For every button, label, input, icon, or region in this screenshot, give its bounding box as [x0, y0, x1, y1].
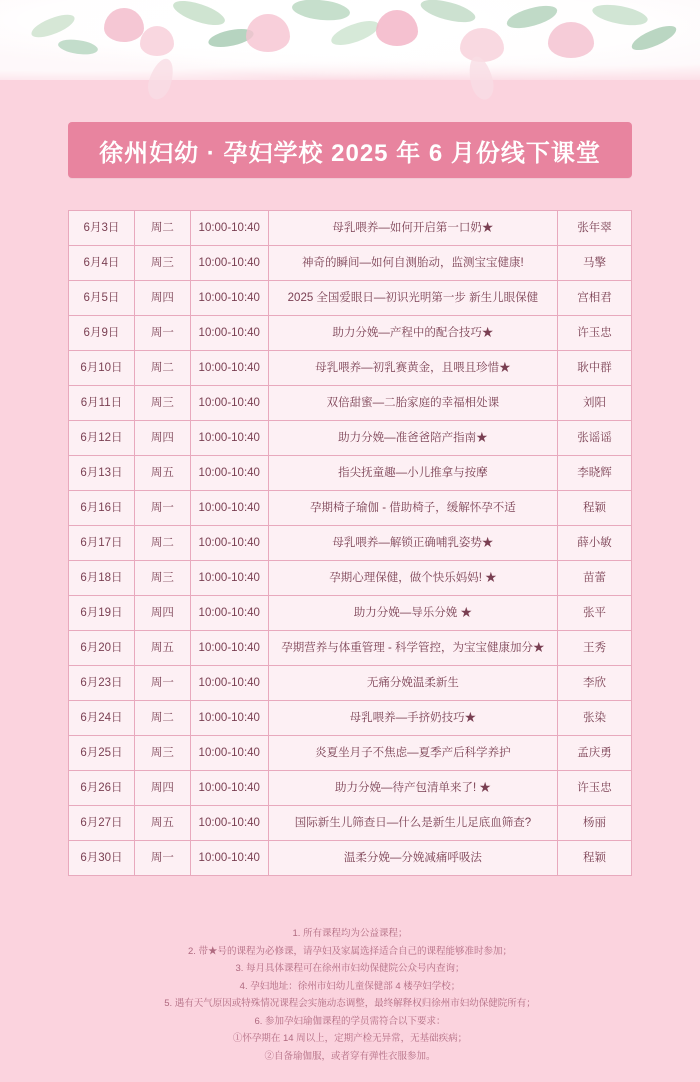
petal-icon: [460, 28, 504, 62]
cell-weekday: 周四: [134, 771, 190, 806]
cell-weekday: 周五: [134, 806, 190, 841]
cell-date: 6月11日: [69, 386, 135, 421]
table-row: [69, 771, 632, 806]
cell-teacher: 苗蕾: [558, 561, 632, 596]
table-row: [69, 666, 632, 701]
cell-topic: 温柔分娩—分娩减痛呼吸法: [268, 841, 557, 876]
table-row: [69, 316, 632, 351]
cell-time: 10:00-10:40: [190, 246, 268, 281]
page-title: 徐州妇幼 · 孕妇学校 2025 年 6 月份线下课堂: [99, 139, 601, 167]
cell-topic: 孕期心理保健，做个快乐妈妈! ★: [268, 561, 557, 596]
cell-weekday: 周三: [134, 246, 190, 281]
cell-weekday: 周二: [134, 526, 190, 561]
cell-teacher: 李晓辉: [558, 456, 632, 491]
cell-topic: 炎夏坐月子不焦虑—夏季产后科学养护: [268, 736, 557, 771]
cell-weekday: 周四: [134, 596, 190, 631]
table-row: [69, 491, 632, 526]
cell-time: 10:00-10:40: [190, 666, 268, 701]
cell-weekday: 周一: [134, 316, 190, 351]
petal-icon: [376, 10, 418, 46]
cell-teacher: 耿中群: [558, 351, 632, 386]
table-row: [69, 561, 632, 596]
cell-topic: 指尖抚童趣—小儿推拿与按摩: [268, 456, 557, 491]
table-row: [69, 631, 632, 666]
cell-teacher: 李欣: [558, 666, 632, 701]
cell-time: 10:00-10:40: [190, 281, 268, 316]
cell-date: 6月16日: [69, 491, 135, 526]
cell-date: 6月27日: [69, 806, 135, 841]
notes-section: [68, 925, 632, 1066]
table-row: [69, 456, 632, 491]
cell-topic: 助力分娩—准爸爸陪产指南★: [268, 421, 557, 456]
table-row: [69, 596, 632, 631]
cell-teacher: 王秀: [558, 631, 632, 666]
note-item: 2. 带★号的课程为必修课，请孕妇及家属选择适合自己的课程能够准时参加；: [187, 945, 513, 957]
cell-topic: 神奇的瞬间—如何自测胎动，监测宝宝健康!: [268, 246, 557, 281]
table-row: [69, 211, 632, 246]
petal-icon: [104, 8, 144, 42]
cell-date: 6月20日: [69, 631, 135, 666]
cell-weekday: 周三: [134, 561, 190, 596]
table-row: [69, 701, 632, 736]
cell-date: 6月26日: [69, 771, 135, 806]
cell-weekday: 周二: [134, 701, 190, 736]
cell-topic: 母乳喂养—解锁正确哺乳姿势★: [268, 526, 557, 561]
cell-teacher: 孟庆勇: [558, 736, 632, 771]
table-row: [69, 806, 632, 841]
cell-teacher: 许玉忠: [558, 316, 632, 351]
cell-date: 6月18日: [69, 561, 135, 596]
cell-weekday: 周三: [134, 736, 190, 771]
cell-topic: 2025 全国爱眼日—初识光明第一步 新生儿眼保健: [268, 281, 557, 316]
table-row: [69, 841, 632, 876]
cell-time: 10:00-10:40: [190, 211, 268, 246]
cell-topic: 双倍甜蜜—二胎家庭的幸福相处课: [268, 386, 557, 421]
cell-time: 10:00-10:40: [190, 736, 268, 771]
cell-topic: 孕期椅子瑜伽 - 借助椅子，缓解怀孕不适: [268, 491, 557, 526]
cell-weekday: 周五: [134, 456, 190, 491]
cell-teacher: 马擎: [558, 246, 632, 281]
cell-time: 10:00-10:40: [190, 596, 268, 631]
cell-teacher: 程颖: [558, 491, 632, 526]
cell-date: 6月19日: [69, 596, 135, 631]
table-row: [69, 246, 632, 281]
cell-teacher: 薛小敏: [558, 526, 632, 561]
cell-topic: 母乳喂养—初乳赛黄金，且喂且珍惜★: [268, 351, 557, 386]
cell-time: 10:00-10:40: [190, 526, 268, 561]
cell-time: 10:00-10:40: [190, 386, 268, 421]
cell-topic: 助力分娩—产程中的配合技巧★: [268, 316, 557, 351]
cell-teacher: 程颖: [558, 841, 632, 876]
cell-teacher: 张平: [558, 596, 632, 631]
cell-teacher: 张年翠: [558, 211, 632, 246]
cell-date: 6月5日: [69, 281, 135, 316]
schedule-table: [68, 210, 632, 876]
cell-weekday: 周五: [134, 631, 190, 666]
cell-teacher: 许玉忠: [558, 771, 632, 806]
cell-teacher: 宫相君: [558, 281, 632, 316]
cell-time: 10:00-10:40: [190, 631, 268, 666]
cell-date: 6月4日: [69, 246, 135, 281]
cell-time: 10:00-10:40: [190, 491, 268, 526]
table-row: [69, 351, 632, 386]
cell-time: 10:00-10:40: [190, 456, 268, 491]
cell-date: 6月24日: [69, 701, 135, 736]
cell-time: 10:00-10:40: [190, 806, 268, 841]
cell-time: 10:00-10:40: [190, 561, 268, 596]
table-row: [69, 281, 632, 316]
cell-date: 6月25日: [69, 736, 135, 771]
cell-weekday: 周一: [134, 841, 190, 876]
cell-weekday: 周一: [134, 666, 190, 701]
cell-time: 10:00-10:40: [190, 841, 268, 876]
table-row: [69, 526, 632, 561]
note-item: 3. 每月具体课程可在徐州市妇幼保健院公众号内查询；: [235, 963, 465, 975]
cell-topic: 母乳喂养—手挤奶技巧★: [268, 701, 557, 736]
cell-teacher: 刘阳: [558, 386, 632, 421]
note-item: 4. 孕妇地址：徐州市妇幼儿童保健部 4 楼孕妇学校；: [239, 980, 461, 992]
cell-date: 6月23日: [69, 666, 135, 701]
cell-topic: 助力分娩—导乐分娩 ★: [268, 596, 557, 631]
petal-icon: [548, 22, 594, 58]
cell-date: 6月10日: [69, 351, 135, 386]
cell-teacher: 张染: [558, 701, 632, 736]
cell-time: 10:00-10:40: [190, 701, 268, 736]
cell-weekday: 周三: [134, 386, 190, 421]
cell-teacher: 杨丽: [558, 806, 632, 841]
schedule-table-container: [68, 210, 632, 876]
page-title-banner: [68, 122, 632, 178]
cell-date: 6月3日: [69, 211, 135, 246]
cell-date: 6月12日: [69, 421, 135, 456]
cell-topic: 无痛分娩温柔新生: [268, 666, 557, 701]
cell-time: 10:00-10:40: [190, 316, 268, 351]
cell-teacher: 张谣谣: [558, 421, 632, 456]
note-subitem: ②自备瑜伽服，或者穿有弹性衣服参加。: [264, 1050, 436, 1062]
cell-topic: 母乳喂养—如何开启第一口奶★: [268, 211, 557, 246]
cell-date: 6月9日: [69, 316, 135, 351]
table-row: [69, 421, 632, 456]
cell-date: 6月13日: [69, 456, 135, 491]
note-item: 5. 遇有天气原因或特殊情况课程会实施动态调整，最终解释权归徐州市妇幼保健院所有；: [164, 998, 536, 1010]
cell-time: 10:00-10:40: [190, 421, 268, 456]
cell-weekday: 周一: [134, 491, 190, 526]
cell-date: 6月17日: [69, 526, 135, 561]
petal-icon: [246, 14, 290, 52]
note-item: 1. 所有课程均为公益课程；: [292, 928, 408, 939]
floral-header-decoration: [0, 0, 700, 110]
note-item: 6. 参加孕妇瑜伽课程的学员需符合以下要求：: [254, 1015, 446, 1027]
cell-weekday: 周四: [134, 281, 190, 316]
cell-topic: 助力分娩—待产包清单来了! ★: [268, 771, 557, 806]
table-row: [69, 736, 632, 771]
cell-time: 10:00-10:40: [190, 771, 268, 806]
cell-weekday: 周二: [134, 351, 190, 386]
cell-topic: 孕期营养与体重管理 - 科学管控，为宝宝健康加分★: [268, 631, 557, 666]
cell-topic: 国际新生儿筛查日—什么是新生儿足底血筛查?: [268, 806, 557, 841]
cell-weekday: 周四: [134, 421, 190, 456]
table-row: [69, 386, 632, 421]
cell-time: 10:00-10:40: [190, 351, 268, 386]
cell-date: 6月30日: [69, 841, 135, 876]
petal-icon: [140, 26, 174, 56]
cell-weekday: 周二: [134, 211, 190, 246]
note-subitem: ①怀孕期在 14 周以上，定期产检无异常，无基础疾病；: [232, 1033, 468, 1045]
